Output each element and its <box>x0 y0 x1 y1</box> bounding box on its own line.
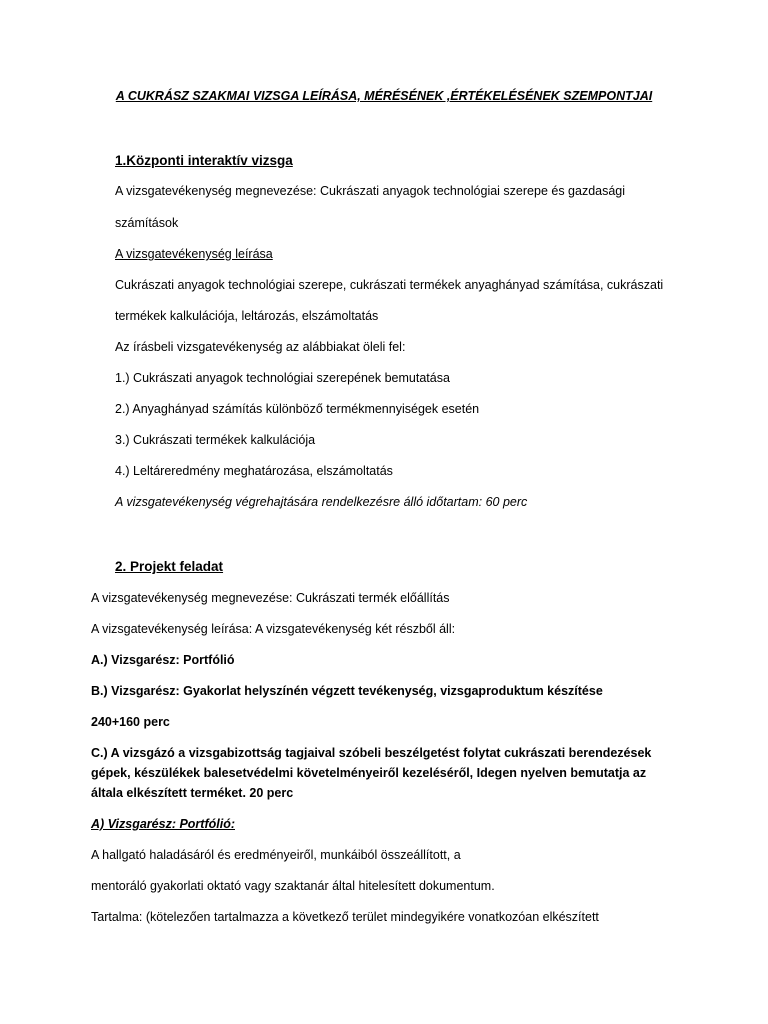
section2-part-c-line1: C.) A vizsgázó a vizsgabizottság tagjaival szóbeli beszélgetést folytat cukrászati berendezések <box>91 746 652 760</box>
section2-part-b-time: 240+160 perc <box>91 715 170 729</box>
section2-part-a: A.) Vizsgarész: Portfólió <box>91 653 235 667</box>
section2-sub-a-line3: Tartalma: (kötelezően tartalmazza a következő terület mindegyikére vonatkozóan elkészített <box>91 910 599 924</box>
section2-sub-a-heading: A) Vizsgarész: Portfólió: <box>91 817 235 831</box>
section1-heading: 1.Központi interaktív vizsga <box>115 153 293 168</box>
document-title: A CUKRÁSZ SZAKMAI VIZSGA LEÍRÁSA, MÉRÉSÉNEK ,ÉRTÉKELÉSÉNEK SZEMPONTJAI <box>115 89 653 103</box>
section1-item-2: 2.) Anyaghányad számítás különböző termékmennyiségek esetén <box>115 402 480 416</box>
section1-desc-heading: A vizsgatevékenység leírása <box>115 247 273 261</box>
section2-heading: 2. Projekt feladat <box>115 559 224 574</box>
section1-name-line2: számítások <box>115 216 179 230</box>
section2-name: A vizsgatevékenység megnevezése: Cukrászati termék előállítás <box>91 591 450 605</box>
section1-item-1: 1.) Cukrászati anyagok technológiai szerepének bemutatása <box>115 371 450 385</box>
section2-part-b: B.) Vizsgarész: Gyakorlat helyszínén végzett tevékenység, vizsgaproduktum készítése <box>91 684 603 698</box>
section2-part-c-line2: gépek, készülékek balesetvédelmi követelményeiről kezeléséről, Idegen nyelven bemutatja az <box>91 766 647 780</box>
section2-desc: A vizsgatevékenység leírása: A vizsgatevékenység két részből áll: <box>91 622 456 636</box>
section1-name-line1: A vizsgatevékenység megnevezése: Cukrászati anyagok technológiai szerepe és gazdasági <box>115 184 626 198</box>
section2-sub-a-line2: mentoráló gyakorlati oktató vagy szaktanár által hitelesített dokumentum. <box>91 879 495 893</box>
section1-time: A vizsgatevékenység végrehajtására rendelkezésre álló időtartam: 60 perc <box>115 495 528 509</box>
section2-sub-a-line1: A hallgató haladásáról és eredményeiről, munkáiból összeállított, a <box>91 848 461 862</box>
section1-item-3: 3.) Cukrászati termékek kalkulációja <box>115 433 316 447</box>
section1-intro: Az írásbeli vizsgatevékenység az alábbiakat öleli fel: <box>115 340 406 354</box>
section1-desc-line2: termékek kalkulációja, leltározás, elszámoltatás <box>115 309 379 323</box>
section1-desc-line1: Cukrászati anyagok technológiai szerepe, cukrászati termékek anyaghányad számítása, cukrászati <box>115 278 664 292</box>
section2-part-c-line3: általa elkészített terméket. 20 perc <box>91 786 294 800</box>
section1-item-4: 4.) Leltáreredmény meghatározása, elszámoltatás <box>115 464 393 478</box>
